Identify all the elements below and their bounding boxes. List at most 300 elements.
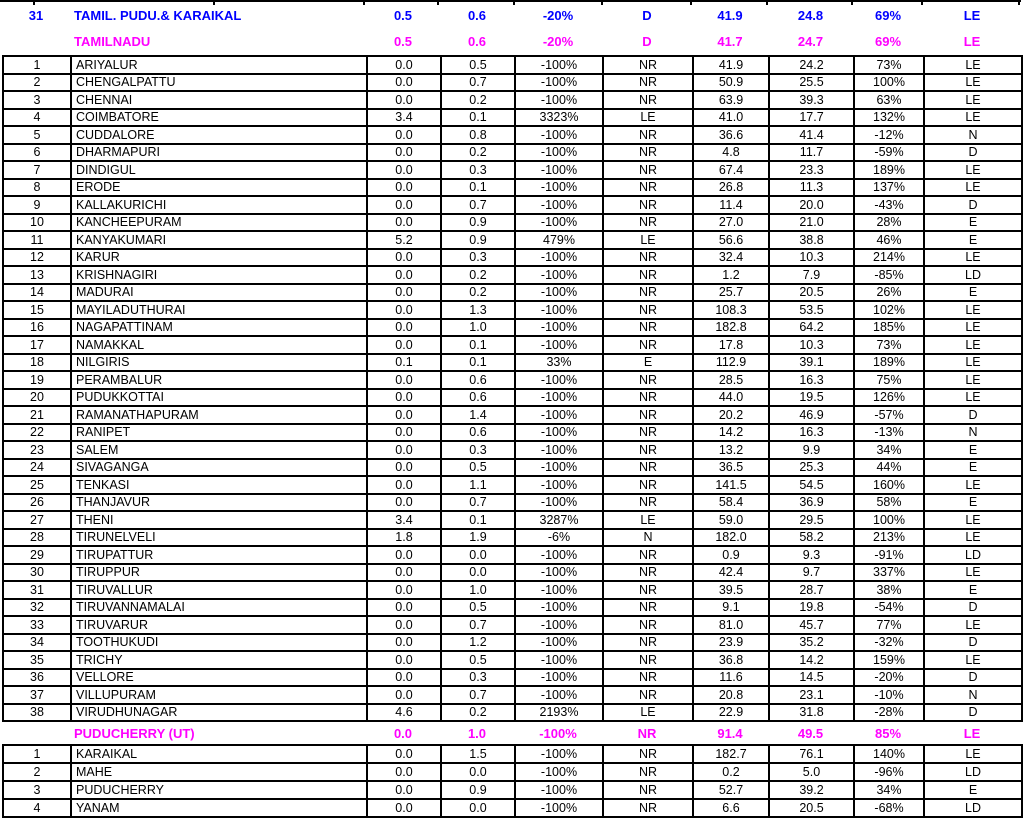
value-cell: 0.7 — [441, 616, 515, 634]
table-row — [3, 284, 1022, 302]
value-cell: 0.3 — [441, 669, 515, 687]
value-cell: 182.7 — [693, 745, 769, 763]
value-cell: 3287% — [515, 511, 603, 529]
district-name-cell: TAMIL. PUDU.& KARAIKAL — [74, 7, 242, 23]
value-cell: -100% — [515, 179, 603, 197]
value-cell: E — [924, 441, 1022, 459]
value-cell: LE — [924, 354, 1022, 372]
value-cell: 0.0 — [367, 459, 441, 477]
value-cell: NR — [603, 336, 693, 354]
value-cell: 24.7 — [797, 34, 824, 50]
value-cell: -100% — [515, 126, 603, 144]
value-cell: NR — [603, 196, 693, 214]
district-name-cell: TIRUPPUR — [71, 564, 367, 582]
value-cell: 63.9 — [693, 91, 769, 109]
table-row — [3, 546, 1022, 564]
value-cell: 39.5 — [693, 581, 769, 599]
value-cell: 76.1 — [769, 745, 854, 763]
serial-cell: 17 — [3, 336, 71, 354]
value-cell: 25.3 — [769, 459, 854, 477]
value-cell: N — [603, 529, 693, 547]
table-row — [3, 406, 1022, 424]
value-cell: 69% — [874, 34, 902, 50]
value-cell: 0.3 — [441, 161, 515, 179]
value-cell: 0.0 — [367, 564, 441, 582]
value-cell: 63% — [854, 91, 924, 109]
value-cell: NR — [603, 669, 693, 687]
value-cell: NR — [603, 91, 693, 109]
serial-cell — [2, 29, 70, 56]
value-cell: 0.1 — [367, 354, 441, 372]
value-cell: 20.5 — [769, 284, 854, 302]
district-name-cell: MADURAI — [71, 284, 367, 302]
value-cell: 19.5 — [769, 389, 854, 407]
value-cell: -100% — [515, 459, 603, 477]
value-cell: 69% — [874, 7, 902, 23]
serial-cell: 19 — [3, 371, 71, 389]
value-cell: 14.2 — [693, 424, 769, 442]
serial-cell: 3 — [3, 781, 71, 799]
value-cell: -96% — [854, 763, 924, 781]
value-cell: 22.9 — [693, 704, 769, 722]
district-name-cell: KALLAKURICHI — [71, 196, 367, 214]
value-cell: -100% — [515, 781, 603, 799]
value-cell: LE — [924, 319, 1022, 337]
value-cell: 479% — [515, 231, 603, 249]
value-cell: 91.4 — [717, 725, 743, 741]
value-cell: -59% — [854, 144, 924, 162]
serial-cell: 4 — [3, 109, 71, 127]
value-cell: 56.6 — [693, 231, 769, 249]
value-cell: D — [924, 196, 1022, 214]
value-cell: 28% — [854, 214, 924, 232]
value-cell: 36.9 — [769, 494, 854, 512]
serial-cell: 29 — [3, 546, 71, 564]
value-cell: N — [924, 424, 1022, 442]
value-cell: -100% — [515, 745, 603, 763]
value-cell: 36.8 — [693, 651, 769, 669]
value-cell: 0.8 — [441, 126, 515, 144]
value-cell: 0.2 — [441, 266, 515, 284]
value-cell: 11.6 — [693, 669, 769, 687]
value-cell: 44% — [854, 459, 924, 477]
value-cell: LE — [924, 109, 1022, 127]
table-row — [3, 494, 1022, 512]
value-cell: 137% — [854, 179, 924, 197]
value-cell: 0.6 — [441, 371, 515, 389]
table-border-stub — [363, 0, 365, 5]
value-cell: 49.5 — [797, 725, 824, 741]
value-cell: 54.5 — [769, 476, 854, 494]
value-cell: 34% — [854, 441, 924, 459]
value-cell: N — [924, 686, 1022, 704]
district-name-cell: PERAMBALUR — [71, 371, 367, 389]
value-cell: 0.5 — [441, 651, 515, 669]
serial-cell: 9 — [3, 196, 71, 214]
value-cell: 39.2 — [769, 781, 854, 799]
value-cell: 35.2 — [769, 634, 854, 652]
value-cell: 0.6 — [467, 34, 487, 50]
table-row — [3, 745, 1022, 763]
value-cell: -100% — [515, 494, 603, 512]
value-cell: 46.9 — [769, 406, 854, 424]
value-cell: 23.3 — [769, 161, 854, 179]
value-cell: -28% — [854, 704, 924, 722]
value-cell: NR — [603, 476, 693, 494]
puducherry-districts-table — [2, 744, 1023, 818]
table-row — [3, 266, 1022, 284]
value-cell: 141.5 — [693, 476, 769, 494]
table-row — [3, 91, 1022, 109]
value-cell: LE — [603, 511, 693, 529]
value-cell: 2193% — [515, 704, 603, 722]
value-cell: -100% — [515, 161, 603, 179]
value-cell: 5.2 — [367, 231, 441, 249]
serial-cell: 23 — [3, 441, 71, 459]
district-name-cell: ARIYALUR — [71, 56, 367, 74]
table-row — [3, 126, 1022, 144]
value-cell: 3323% — [515, 109, 603, 127]
serial-cell: 4 — [3, 799, 71, 817]
value-cell: NR — [603, 319, 693, 337]
table-row — [3, 529, 1022, 547]
value-cell: NR — [603, 441, 693, 459]
value-cell: 100% — [854, 74, 924, 92]
value-cell: 67.4 — [693, 161, 769, 179]
value-cell: 17.7 — [769, 109, 854, 127]
table-row — [3, 371, 1022, 389]
table-row — [3, 669, 1022, 687]
table-row — [3, 196, 1022, 214]
district-name-cell: KANYAKUMARI — [71, 231, 367, 249]
value-cell: LE — [924, 161, 1022, 179]
value-cell: 64.2 — [769, 319, 854, 337]
value-cell: 58.4 — [693, 494, 769, 512]
value-cell: E — [924, 214, 1022, 232]
value-cell: 0.6 — [441, 389, 515, 407]
value-cell: NR — [603, 301, 693, 319]
value-cell: LE — [924, 389, 1022, 407]
value-cell: 6.6 — [693, 799, 769, 817]
value-cell: -100% — [515, 266, 603, 284]
value-cell: 17.8 — [693, 336, 769, 354]
serial-cell: 24 — [3, 459, 71, 477]
value-cell: 34% — [854, 781, 924, 799]
value-cell: -100% — [515, 564, 603, 582]
value-cell: 0.0 — [367, 144, 441, 162]
value-cell: -100% — [515, 249, 603, 267]
value-cell: -100% — [515, 799, 603, 817]
value-cell: -100% — [515, 301, 603, 319]
value-cell: 3.4 — [367, 109, 441, 127]
value-cell: 213% — [854, 529, 924, 547]
value-cell: E — [924, 231, 1022, 249]
value-cell: 24.2 — [769, 56, 854, 74]
serial-cell: 35 — [3, 651, 71, 669]
value-cell: 39.3 — [769, 91, 854, 109]
value-cell: 23.1 — [769, 686, 854, 704]
value-cell: -100% — [515, 196, 603, 214]
value-cell: 0.0 — [367, 546, 441, 564]
value-cell: 7.9 — [769, 266, 854, 284]
serial-cell: 1 — [3, 56, 71, 74]
value-cell: -100% — [515, 74, 603, 92]
table-row — [3, 686, 1022, 704]
value-cell: -100% — [515, 406, 603, 424]
value-cell: -100% — [515, 581, 603, 599]
value-cell: E — [924, 459, 1022, 477]
value-cell: 28.5 — [693, 371, 769, 389]
value-cell: 38.8 — [769, 231, 854, 249]
serial-cell: 31 — [28, 7, 44, 23]
value-cell: NR — [603, 56, 693, 74]
district-name-cell: ERODE — [71, 179, 367, 197]
value-cell: -100% — [515, 214, 603, 232]
value-cell: -100% — [515, 763, 603, 781]
value-cell: NR — [603, 284, 693, 302]
value-cell: 1.3 — [441, 301, 515, 319]
value-cell: 0.0 — [367, 441, 441, 459]
value-cell: 26% — [854, 284, 924, 302]
table-border-stub — [1018, 0, 1020, 5]
value-cell: D — [924, 634, 1022, 652]
serial-cell: 5 — [3, 126, 71, 144]
value-cell: LD — [924, 546, 1022, 564]
value-cell: 0.9 — [441, 781, 515, 799]
value-cell: 108.3 — [693, 301, 769, 319]
value-cell: 0.6 — [467, 7, 487, 23]
value-cell: NR — [603, 144, 693, 162]
value-cell: NR — [603, 459, 693, 477]
value-cell: 1.5 — [441, 745, 515, 763]
district-name-cell: TOOTHUKUDI — [71, 634, 367, 652]
value-cell: 0.3 — [441, 441, 515, 459]
value-cell: NR — [603, 424, 693, 442]
district-name-cell: VIRUDHUNAGAR — [71, 704, 367, 722]
value-cell: 41.9 — [693, 56, 769, 74]
value-cell: 182.0 — [693, 529, 769, 547]
serial-cell: 8 — [3, 179, 71, 197]
value-cell: 0.0 — [367, 336, 441, 354]
value-cell: 0.0 — [367, 745, 441, 763]
table-row — [3, 336, 1022, 354]
value-cell: 0.5 — [393, 7, 413, 23]
value-cell: 0.0 — [367, 126, 441, 144]
value-cell: LD — [924, 763, 1022, 781]
value-cell: LE — [603, 704, 693, 722]
value-cell: 0.7 — [441, 74, 515, 92]
value-cell: 0.9 — [441, 214, 515, 232]
value-cell: 23.9 — [693, 634, 769, 652]
value-cell: 1.9 — [441, 529, 515, 547]
value-cell: LE — [924, 301, 1022, 319]
table-row — [3, 74, 1022, 92]
value-cell: LE — [924, 74, 1022, 92]
table-row — [3, 249, 1022, 267]
value-cell: 0.0 — [367, 266, 441, 284]
value-cell: 14.5 — [769, 669, 854, 687]
value-cell: NR — [603, 546, 693, 564]
district-name-cell: MAHE — [71, 763, 367, 781]
value-cell: LE — [924, 745, 1022, 763]
value-cell: 9.7 — [769, 564, 854, 582]
value-cell: NR — [603, 799, 693, 817]
value-cell: NR — [603, 266, 693, 284]
value-cell: LE — [924, 616, 1022, 634]
value-cell: NR — [603, 763, 693, 781]
value-cell: -20% — [854, 669, 924, 687]
serial-cell: 10 — [3, 214, 71, 232]
district-name-cell: KARAIKAL — [71, 745, 367, 763]
table-row — [3, 763, 1022, 781]
value-cell: -100% — [515, 476, 603, 494]
district-name-cell: VILLUPURAM — [71, 686, 367, 704]
value-cell: NR — [603, 389, 693, 407]
serial-cell: 37 — [3, 686, 71, 704]
value-cell: 0.0 — [367, 634, 441, 652]
value-cell: 25.7 — [693, 284, 769, 302]
value-cell: 41.4 — [769, 126, 854, 144]
table-row — [3, 476, 1022, 494]
value-cell: -20% — [542, 34, 574, 50]
value-cell: LE — [924, 336, 1022, 354]
value-cell: E — [603, 354, 693, 372]
district-name-cell: DHARMAPURI — [71, 144, 367, 162]
serial-cell: 12 — [3, 249, 71, 267]
district-name-cell: TIRUVARUR — [71, 616, 367, 634]
value-cell: LE — [963, 725, 981, 741]
value-cell: 0.0 — [367, 214, 441, 232]
table-row — [3, 109, 1022, 127]
serial-cell — [2, 722, 70, 744]
table-row — [3, 389, 1022, 407]
value-cell: 0.5 — [393, 34, 413, 50]
value-cell: 0.1 — [441, 336, 515, 354]
table-border-stub — [851, 0, 853, 5]
value-cell: D — [642, 7, 652, 23]
value-cell: -100% — [515, 319, 603, 337]
value-cell: LE — [603, 231, 693, 249]
value-cell: NR — [603, 634, 693, 652]
district-name-cell: COIMBATORE — [71, 109, 367, 127]
value-cell: 0.0 — [367, 424, 441, 442]
value-cell: LE — [924, 179, 1022, 197]
value-cell: NR — [637, 725, 657, 741]
value-cell: 58.2 — [769, 529, 854, 547]
table-row — [3, 231, 1022, 249]
value-cell: D — [924, 669, 1022, 687]
value-cell: 102% — [854, 301, 924, 319]
value-cell: 0.0 — [367, 91, 441, 109]
value-cell: 0.0 — [367, 686, 441, 704]
value-cell: 21.0 — [769, 214, 854, 232]
serial-cell: 11 — [3, 231, 71, 249]
value-cell: 10.3 — [769, 336, 854, 354]
serial-cell: 2 — [3, 74, 71, 92]
serial-cell: 7 — [3, 161, 71, 179]
table-row — [3, 214, 1022, 232]
serial-cell: 27 — [3, 511, 71, 529]
value-cell: 16.3 — [769, 424, 854, 442]
district-name-cell: NAGAPATTINAM — [71, 319, 367, 337]
puducherry-summary-table — [2, 722, 1021, 744]
value-cell: 24.8 — [797, 7, 824, 23]
value-cell: 0.0 — [367, 161, 441, 179]
value-cell: -100% — [515, 669, 603, 687]
value-cell: 36.6 — [693, 126, 769, 144]
value-cell: -43% — [854, 196, 924, 214]
value-cell: 0.0 — [367, 476, 441, 494]
value-cell: 28.7 — [769, 581, 854, 599]
value-cell: 3.4 — [367, 511, 441, 529]
value-cell: 85% — [874, 725, 902, 741]
value-cell: 112.9 — [693, 354, 769, 372]
value-cell: 0.0 — [367, 389, 441, 407]
value-cell: NR — [603, 564, 693, 582]
table-row — [3, 781, 1022, 799]
district-name-cell: PUDUKKOTTAI — [71, 389, 367, 407]
value-cell: 4.6 — [367, 704, 441, 722]
table-row — [3, 144, 1022, 162]
value-cell: 1.1 — [441, 476, 515, 494]
value-cell: 0.1 — [441, 179, 515, 197]
value-cell: -91% — [854, 546, 924, 564]
value-cell: -100% — [515, 441, 603, 459]
value-cell: 59.0 — [693, 511, 769, 529]
value-cell: 0.9 — [693, 546, 769, 564]
district-name-cell: TIRUVANNAMALAI — [71, 599, 367, 617]
value-cell: 53.5 — [769, 301, 854, 319]
district-name-cell: NILGIRIS — [71, 354, 367, 372]
value-cell: 14.2 — [769, 651, 854, 669]
value-cell: 38% — [854, 581, 924, 599]
value-cell: 1.0 — [441, 319, 515, 337]
table-row — [3, 634, 1022, 652]
value-cell: NR — [603, 616, 693, 634]
value-cell: 0.0 — [367, 651, 441, 669]
table-row — [3, 459, 1022, 477]
table-row — [3, 179, 1022, 197]
value-cell: 1.2 — [441, 634, 515, 652]
value-cell: 0.5 — [441, 459, 515, 477]
value-cell: -100% — [515, 546, 603, 564]
value-cell: 0.2 — [441, 284, 515, 302]
serial-cell: 26 — [3, 494, 71, 512]
table-row — [3, 56, 1022, 74]
value-cell: -32% — [854, 634, 924, 652]
value-cell: 9.9 — [769, 441, 854, 459]
table-row — [3, 319, 1022, 337]
value-cell: 337% — [854, 564, 924, 582]
value-cell: 0.1 — [441, 511, 515, 529]
table-row — [3, 651, 1022, 669]
value-cell: NR — [603, 74, 693, 92]
district-name-cell: THENI — [71, 511, 367, 529]
value-cell: -100% — [515, 616, 603, 634]
value-cell: 20.8 — [693, 686, 769, 704]
value-cell: 25.5 — [769, 74, 854, 92]
serial-cell: 18 — [3, 354, 71, 372]
serial-cell: 30 — [3, 564, 71, 582]
table-row — [3, 441, 1022, 459]
value-cell: 0.7 — [441, 196, 515, 214]
value-cell: 0.0 — [367, 406, 441, 424]
value-cell: NR — [603, 214, 693, 232]
value-cell: 0.2 — [441, 704, 515, 722]
value-cell: 0.0 — [441, 564, 515, 582]
value-cell: 45.7 — [769, 616, 854, 634]
value-cell: E — [924, 284, 1022, 302]
